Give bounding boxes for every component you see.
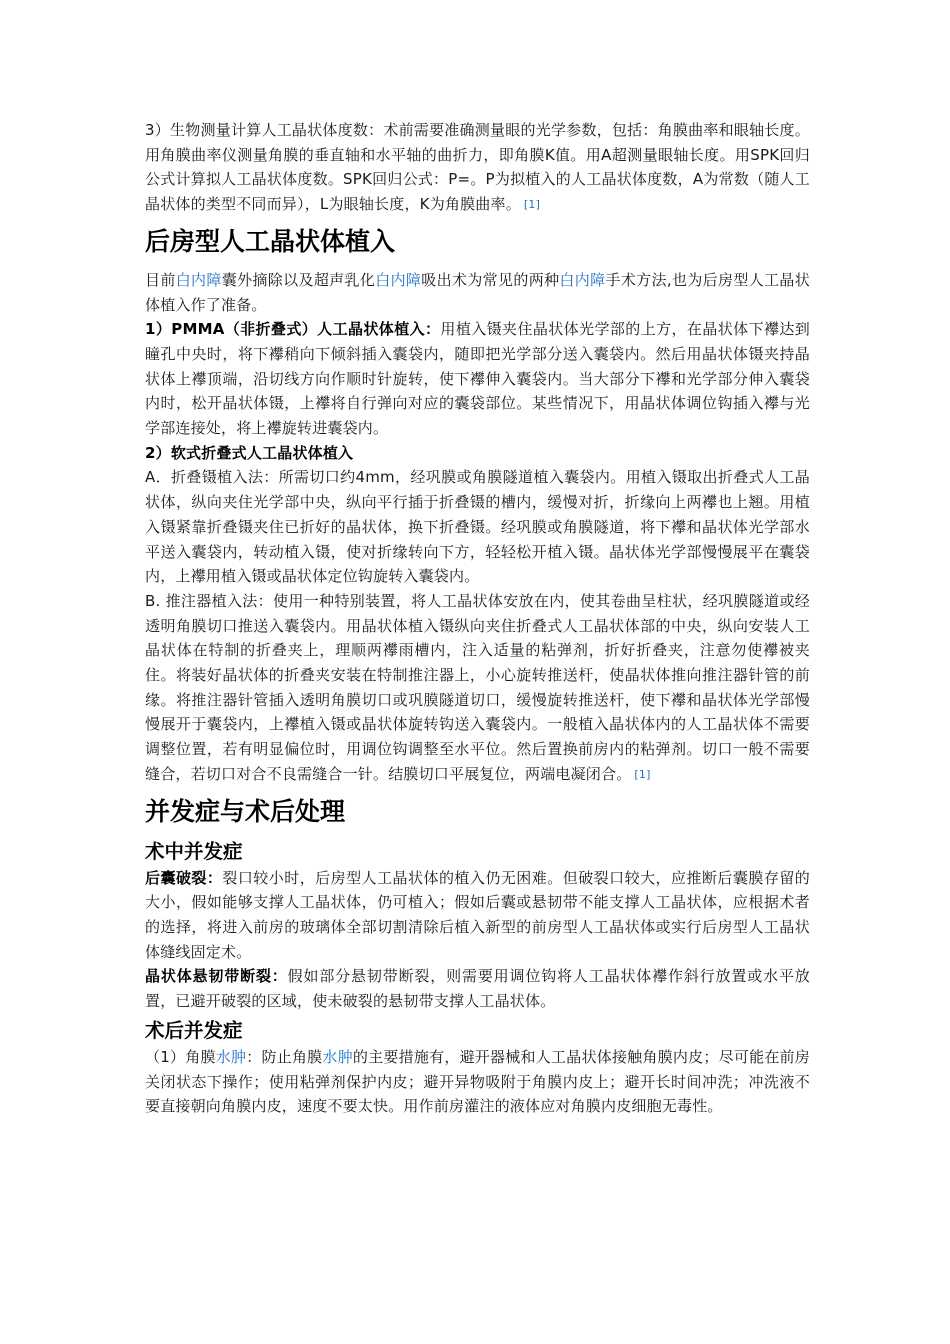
edema-text: 的主要措施有，避开器械和人工晶状体接触角膜内皮；尽可能在前房关闭状态下操作；使用粘弹剂保护内皮；避开异物吸附于角膜内皮上；避开长时间冲洗；冲洗液不要直接朝向角膜内皮，速度不要太快。用作前房灌注的液体应对角膜内皮细胞无毒性。	[145, 1047, 810, 1116]
section-heading-complications: 并发症与术后处理	[145, 796, 346, 826]
cataract-link[interactable]: 白内障	[559, 270, 606, 289]
cataract-link[interactable]: 白内障	[375, 270, 422, 289]
pmma-paragraph	[145, 317, 810, 441]
capsule-rupture-label: 后囊破裂：	[145, 868, 223, 887]
intro-text: 目前	[145, 270, 176, 289]
corneal-edema-paragraph	[145, 1045, 810, 1119]
edema-link[interactable]: 水肿	[322, 1047, 353, 1066]
document-page	[145, 118, 810, 1119]
zonule-label: 晶状体悬韧带断裂：	[145, 967, 288, 986]
biometry-text: 3）生物测量计算人工晶状体度数：术前需要准确测量眼的光学参数，包括：角膜曲率和眼轴长度。用角膜曲率仪测量角膜的垂直轴和水平轴的曲折力，即角膜K值。用A超测量眼轴长度。用SPK回归公式计算拟人工晶状体度数。SPK回归公式：P=。P为拟植入的人工晶状体度数，A为常数（随人工晶状体的类型不同而异），L为眼轴长度，K为角膜曲率。	[145, 121, 810, 214]
zonule-text: 假如部分悬韧带断裂，则需要用调位钩将人工晶状体襻作斜行放置或水平放置，已避开破裂的区域，使未破裂的悬韧带支撑人工晶状体。	[145, 967, 810, 1011]
intro-text: 手术方法,也为后房型人工晶状体植入作了准备。	[145, 270, 810, 314]
section-heading-posterior-iol: 后房型人工晶状体植入	[145, 226, 396, 256]
pmma-text: 用植入镊夹住晶状体光学部的上方，在晶状体下襻达到瞳孔中央时，将下襻稍向下倾斜插入囊袋内，随即把光学部分送入囊袋内。然后用晶状体镊夹持晶状体上襻顶端，沿切线方向作顺时针旋转，使下襻伸入囊袋内。当大部分下襻和光学部分伸入囊袋内时，松开晶状体镊，上襻将自行弹向对应的囊袋部位。某些情况下，用晶状体调位钩插入襻与光学部连接处，将上襻旋转进囊袋内。	[145, 320, 810, 438]
capsule-rupture-paragraph	[145, 866, 810, 965]
capsule-rupture-text: 裂口较小时，后房型人工晶状体的植入仍无困难。但破裂口较大，应推断后囊膜存留的大小，假如能够支撑人工晶状体，仍可植入；假如后囊或悬韧带不能支撑人工晶状体，应根据术者的选择，将进入前房的玻璃体全部切割清除后植入新型的前房型人工晶状体或实行后房型人工晶状体缝线固定术。	[145, 868, 810, 961]
citation-link[interactable]: [1]	[523, 198, 541, 212]
foldable-subheading: 2）软式折叠式人工晶状体植入	[145, 443, 354, 462]
subheading-intraoperative: 术中并发症	[145, 839, 243, 863]
citation-link[interactable]: [1]	[634, 767, 651, 781]
intro-text: 吸出术为常见的两种	[421, 270, 560, 289]
method-b-paragraph	[145, 589, 810, 788]
method-a-paragraph: A．折叠镊植入法：所需切口约4mm，经巩膜或角膜隧道植入囊袋内。用植入镊取出折叠式人工晶状体，纵向夹住光学部中央，纵向平行插于折叠镊的槽内，缓慢对折，折缘向上两襻也上翘。用植入镊紧靠折叠镊夹住已折好的晶状体，换下折叠镊。经巩膜或角膜隧道，将下襻和晶状体光学部水平送入囊袋内，转动植入镊，使对折缘转向下方，轻轻松开植入镊。晶状体光学部慢慢展平在囊袋内，上襻用植入镊或晶状体定位钩旋转入囊袋内。	[145, 468, 810, 586]
biometry-paragraph	[145, 118, 810, 218]
edema-text: （1）角膜	[145, 1047, 216, 1066]
zonule-paragraph	[145, 964, 810, 1013]
edema-text: ：防止角膜	[246, 1047, 323, 1066]
cataract-link[interactable]: 白内障	[175, 270, 222, 289]
intro-text: 囊外摘除以及超声乳化	[221, 270, 376, 289]
subheading-postoperative: 术后并发症	[145, 1018, 243, 1042]
intro-paragraph	[145, 268, 810, 317]
method-b-text: B. 推注器植入法：使用一种特别装置，将人工晶状体安放在内，使其卷曲呈柱状，经巩膜隧道或经透明角膜切口推送入囊袋内。用晶状体植入镊纵向夹住折叠式人工晶状体部的中央，纵向安装人工晶状体在特制的折叠夹上，理顺两襻雨槽内，注入适量的粘弹剂，折好折叠夹，注意勿使襻被夹住。将装好晶状体的折叠夹安装在特制推注器上，小心旋转推送杆，使晶状体推向推注器针管的前缘。将推注器针管插入透明角膜切口或巩膜隧道切口，缓慢旋转推送杆，使下襻和晶状体光学部慢慢展开于囊袋内，上襻植入镊或晶状体旋转钩送入囊袋内。一般植入晶状体内的人工晶状体不需要调整位置，若有明显偏位时，用调位钩调整至水平位。然后置换前房内的粘弹剂。切口一般不需要缝合，若切口对合不良需缝合一针。结膜切口平展复位，两端电凝闭合。	[145, 591, 810, 783]
edema-link[interactable]: 水肿	[215, 1047, 247, 1066]
pmma-label: 1）PMMA（非折叠式）人工晶状体植入：	[145, 320, 441, 339]
